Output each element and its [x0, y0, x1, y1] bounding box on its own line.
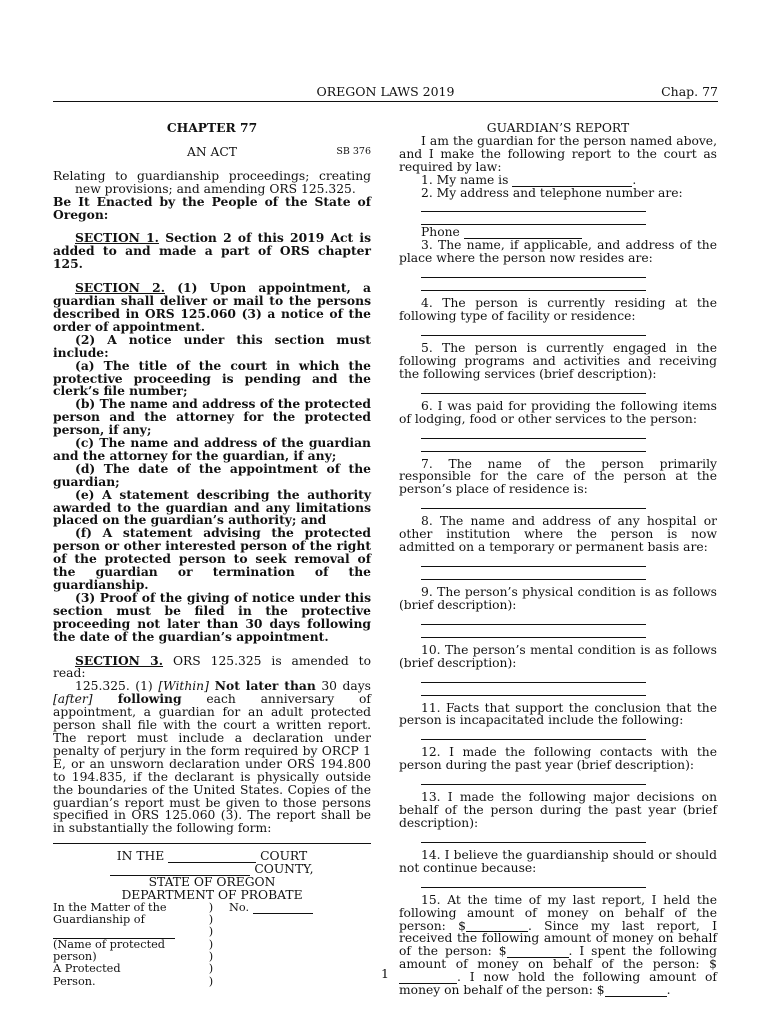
- section-2-a: (a) The title of the court in which the protective proceeding is pending and the clerk’s file number;: [53, 357, 371, 399]
- page-number: 1: [381, 966, 389, 981]
- bill-number: SB 376: [336, 145, 371, 157]
- header-rule: [53, 101, 718, 102]
- right-column: [399, 122, 717, 997]
- item-4: 4. The person is currently residing at the following type of facility or residence:: [399, 296, 717, 324]
- item-5: 5. The person is currently engaged in the following programs and activities and receiving the following services (brief description):: [399, 340, 717, 381]
- report-title: GUARDIAN’S REPORT: [486, 121, 630, 135]
- running-header-title: OREGON LAWS 2019: [316, 84, 455, 99]
- item-3: 3. The name, if applicable, and address of the place where the person now resides are:: [399, 238, 717, 266]
- item-8-blank-2: [421, 567, 646, 580]
- section-2-label: SECTION 2.: [75, 280, 165, 296]
- item-6-blank-1: [421, 426, 646, 439]
- section-1-label: SECTION 1.: [75, 230, 159, 246]
- item-11-blank: [421, 727, 646, 740]
- item-14-blank: [421, 875, 646, 888]
- act-title: AN ACT: [186, 144, 238, 159]
- money-blank-4: [605, 996, 667, 997]
- item-2: 2. My address and telephone number are:: [421, 185, 683, 200]
- item-12-blank: [421, 772, 646, 785]
- chapter-title: CHAPTER 77: [166, 120, 258, 135]
- ors-125-325-text: 125.325. (1) [Within] Not later than 30 days [after] following each anniversary of appointment, a guardian for an adult protected person shall file with the court a written report. The report must include a declaration under penalty of perjury in the form required by ORCP 1 E, or an unsworn declaration under ORS 194.800 to 194.835, if the declarant is physically outside the boundaries of the United States. Copies of the guardian’s report must be given to those persons specified in ORS 125.060 (3). The report shall be in substantially the following form:: [53, 678, 371, 836]
- case-number-blank: [253, 913, 313, 914]
- item-9-blank-2: [421, 625, 646, 638]
- section-2-sub3: (3) Proof of the giving of notice under this section must be filed in the protective proceeding not later than 30 days following the date of the guardian’s appointment.: [53, 589, 371, 644]
- caption-matter-block: In the Matter of the ) No. Guardianship of ) ) (Name of protected ) person) ) A Protected ) Person. ): [53, 902, 371, 988]
- act-line: [53, 146, 371, 159]
- section-3: SECTION 3. ORS 125.325 is amended to read:: [53, 652, 372, 681]
- item-8: 8. The name and address of any hospital or other institution where the person is now admitted on a temporary or permanent basis are:: [399, 514, 717, 555]
- item-9: 9. The person’s physical condition is as follows (brief description):: [399, 584, 717, 612]
- item-10: 10. The person’s mental condition is as follows (brief description):: [399, 642, 717, 670]
- item-4-blank: [421, 323, 646, 336]
- address-blank-2: [421, 212, 646, 225]
- report-intro: I am the guardian for the person named above, and I make the following report to the court as required by law:: [399, 133, 717, 174]
- item-10-blank-1: [421, 670, 646, 683]
- left-column: [53, 122, 371, 988]
- item-9-blank-1: [421, 612, 646, 625]
- item-8-blank-1: [421, 554, 646, 567]
- section-2-e: (e) A statement describing the authority awarded to the guardian and any limitations placed on the guardian’s authority; and: [53, 486, 371, 528]
- enacting-clause: Be It Enacted by the People of the State of Oregon:: [53, 193, 371, 222]
- section-2-f: (f) A statement advising the protected person or other interested person of the right of the protected person to seek removal of the guardian or termination of the guardianship.: [53, 525, 371, 592]
- item-12: 12. I made the following contacts with the person during the past year (brief description):: [399, 745, 717, 773]
- item-7-blank: [421, 496, 646, 509]
- item-6: 6. I was paid for providing the following items of lodging, food or other services to the person:: [399, 398, 717, 426]
- section-1: SECTION 1. Section 2 of this 2019 Act is added to and made a part of ORS chapter 125.: [53, 230, 372, 272]
- section-2-b: (b) The name and address of the protected person and the attorney for the protected person, if any;: [53, 396, 371, 438]
- item-13-blank: [421, 830, 646, 843]
- relating-clause: Relating to guardianship proceedings; creating new provisions; and amending ORS 125.325.: [53, 168, 371, 196]
- item-3-blank-1: [421, 265, 646, 278]
- item-11: 11. Facts that support the conclusion that the person is incapacitated include the following:: [399, 700, 717, 728]
- section-3-label: SECTION 3.: [75, 652, 164, 668]
- item-15: 15. At the time of my last report, I held the following amount of money on behalf of the person: $ . Since my last report, I received the following amount of money on behalf of the person: $ . I spent the following amount of money on behalf of the person: $. I now hold the following amount of money on behalf of the person: $ .: [399, 892, 717, 998]
- item-14: 14. I believe the guardianship should or should not continue because:: [399, 847, 717, 875]
- section-2-d: (d) The date of the appointment of the guardian;: [53, 460, 371, 489]
- address-blank-1: [421, 199, 646, 212]
- item-6-blank-2: [421, 439, 646, 452]
- item-3-blank-2: [421, 278, 646, 291]
- section-2-sub2: (2) A notice under this section must include:: [53, 331, 371, 360]
- caption-rule: [53, 843, 371, 844]
- section-2-c: (c) The name and address of the guardian and the attorney for the guardian, if any;: [53, 435, 371, 463]
- item-10-blank-2: [421, 683, 646, 696]
- item-1: 1. My name is .: [421, 172, 637, 187]
- item-13: 13. I made the following major decisions on behalf of the person during the past year (brief description):: [399, 790, 717, 830]
- running-header-chapter: Chap. 77: [661, 84, 718, 99]
- item-5-blank: [421, 381, 646, 394]
- section-2: SECTION 2. (1) Upon appointment, a guardian shall deliver or mail to the persons described in ORS 125.060 (3) a notice of the order of appointment.: [53, 280, 371, 334]
- phone-line: Phone: [399, 226, 717, 239]
- court-caption: IN THE COURT COUNTY, STATE OF OREGON DEPARTMENT OF PROBATE: [53, 850, 371, 902]
- item-7: 7. The name of the person primarily responsible for the care of the person at the person’s place of residence is:: [399, 456, 717, 497]
